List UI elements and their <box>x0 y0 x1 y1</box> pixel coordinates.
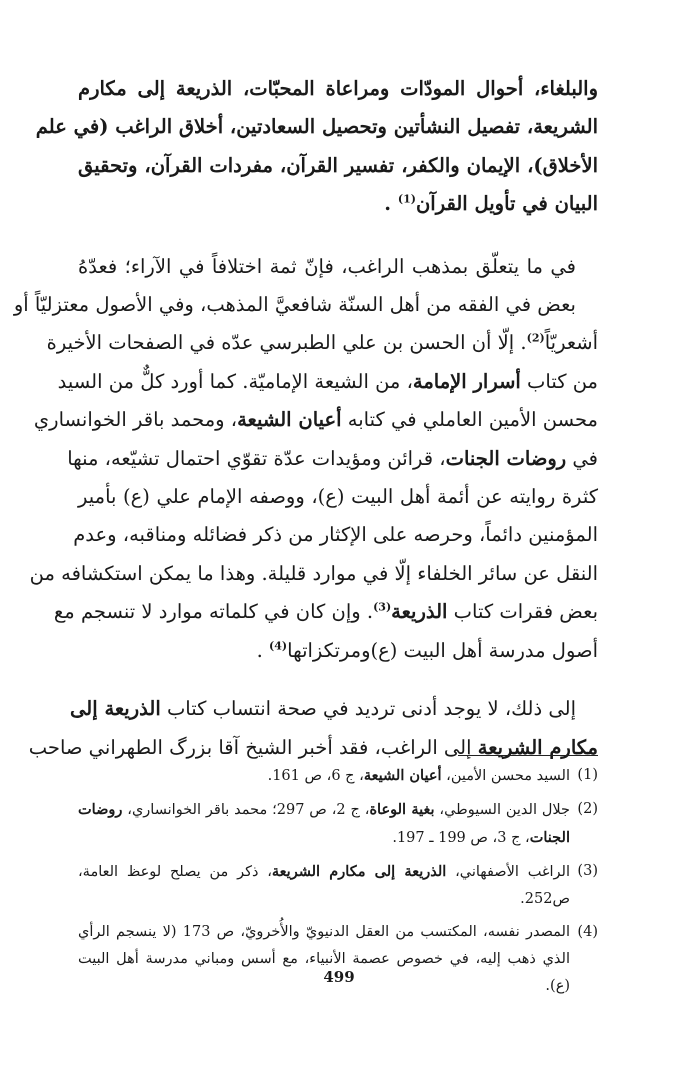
text-line <box>33 401 598 439</box>
footnote-text <box>78 796 570 852</box>
text-line <box>70 690 598 728</box>
text-segment: ، ج 2، ص 297؛ محمد باقر الخوانساري، <box>122 802 370 818</box>
book-title: أعيان الشيعة <box>363 767 442 784</box>
text-segment: إلى الراغب، فقد أخبر الشيخ آقا بزرگ الطهراني صاحب <box>28 735 478 759</box>
footnote-number: (1) <box>577 767 598 783</box>
text-segment: إلى ذلك، لا يوجد أدنى ترديد في صحة انتساب كتاب <box>160 697 576 721</box>
footnote-text <box>78 762 570 790</box>
footnote-text <box>78 858 570 913</box>
text-segment: بعض فقرات كتاب <box>447 600 598 624</box>
paragraph-book-list <box>35 70 598 224</box>
text-line <box>67 440 598 478</box>
footnote-number: (2) <box>577 801 598 817</box>
text-segment: ، ج 6، ص 161. <box>267 768 364 784</box>
book-title: روضات الجنات <box>445 446 567 470</box>
footnote-ref-2[interactable]: (2) <box>526 331 545 345</box>
footnote-number: (3) <box>577 863 598 879</box>
book-title: مكارم الشريعة <box>477 735 598 759</box>
book-title: الذريعة إلى <box>70 697 161 721</box>
text-segment: ، ذكر من يصلح لوعظ العامة، ص252. <box>78 864 570 907</box>
footnote-ref-4[interactable]: (4) <box>269 639 288 653</box>
book-title: بغية الوعاة <box>369 801 435 818</box>
text-line <box>78 185 598 223</box>
text-segment: محسن الأمين العاملي في كتابه <box>341 408 598 432</box>
book-title: أسرار الإمامة <box>412 369 521 393</box>
book-title: الذريعة <box>391 600 448 624</box>
footnote-4 <box>78 919 598 1000</box>
text-segment: . <box>256 638 270 662</box>
footnote-text: المصدر نفسه، المكتسب من العقل الدنيويّ والأُخرويّ، ص 173 (لا ينسجم الرأي الذي ذهب إليه، في خصوص عصمة الأنبياء، مع أسس ومباني مدرسة أهل البيت (ع). <box>78 924 570 994</box>
book-title: روضات الجنات <box>78 801 570 846</box>
footnote-2 <box>78 796 598 852</box>
text-segment: ، ومحمد باقر الخوانساري <box>33 408 238 432</box>
page-body <box>13 70 598 767</box>
text-segment: من كتاب <box>520 369 598 393</box>
text-segment: . إلّا أن الحسن بن علي الطبرسي عدّه في الصفحات الأخيرة <box>46 331 527 355</box>
text-line <box>46 324 598 362</box>
text-line: في ما يتعلّق بمذهب الراغب، فإنّ ثمة اختلافاً في الآراء؛ فعدّهُ <box>78 254 576 278</box>
footnote-separator <box>458 755 598 756</box>
text-segment: ، ج 3، ص 199 ـ 197. <box>392 830 530 846</box>
text-line: الأخلاق)، الإيمان والكفر، تفسير القرآن، مفردات القرآن، وتحقيق <box>78 153 598 177</box>
text-line <box>57 363 598 401</box>
footnote-3 <box>78 858 598 913</box>
footnotes <box>78 762 598 1000</box>
text-segment: أصول مدرسة أهل البيت (ع)ومرتكزاتها <box>287 638 598 662</box>
text-line: كثرة روايته عن أئمة أهل البيت (ع)، ووصفه الإمام علي (ع) بأمير <box>78 485 598 509</box>
text-segment: . وإن كان في كلماته موارد لا تنسجم مع <box>53 600 374 624</box>
text-line <box>53 593 598 631</box>
text-segment: ، قرائن ومؤيدات عدّة تقوّي احتمال تشيّعه، منها <box>67 446 446 470</box>
text-line: النقل عن سائر الخلفاء إلّا في موارد قليلة. وهذا ما يمكن استكشافه من <box>29 561 598 585</box>
text-segment: ، من الشيعة الإماميّة. كما أورد كلٌّ من السيد <box>57 369 413 393</box>
footnote-1 <box>78 762 598 790</box>
text-line <box>78 632 598 670</box>
text-segment: جلال الدين السيوطي، <box>434 802 570 818</box>
text-segment: البيان في تأويل القرآن <box>415 192 598 216</box>
footnote-ref-1[interactable]: (1) <box>397 192 416 206</box>
text-segment: السيد محسن الأمين، <box>441 768 570 784</box>
page-number: 499 <box>323 968 355 986</box>
paragraph-madhhab <box>13 248 598 670</box>
footnote-number: (4) <box>577 924 598 940</box>
text-line: الشريعة، تفصيل النشأتين وتحصيل السعادتين، أخلاق الراغب (في علم <box>35 115 598 139</box>
text-segment: . <box>384 192 398 216</box>
text-segment: الراغب الأصفهاني، <box>446 864 570 880</box>
text-segment: أشعريّاً <box>544 331 598 355</box>
book-title: أعيان الشيعة <box>237 408 342 432</box>
text-line: بعض في الفقه من أهل السنّة شافعيَّ المذهب، وفي الأصول معتزليّاً أو <box>13 293 576 317</box>
text-segment: في <box>566 446 598 470</box>
text-line: والبلغاء، أحوال المودّات ومراعاة المحبّات، الذريعة إلى مكارم <box>78 77 598 100</box>
footnote-ref-3[interactable]: (3) <box>373 600 392 614</box>
book-title: الذريعة إلى مكارم الشريعة <box>271 863 447 880</box>
text-line: المؤمنين دائماً، وحرصه على الإكثار من ذكر فضائله ومناقبه، وعدم <box>73 523 598 547</box>
